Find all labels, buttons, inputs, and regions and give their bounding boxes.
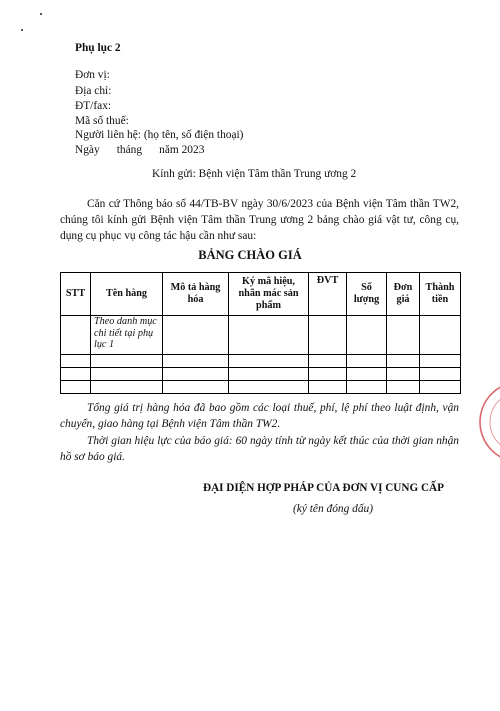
table-row [61, 316, 461, 355]
appendix-title: Phụ lục 2 [75, 42, 121, 54]
table-cell [163, 316, 229, 355]
table-cell [387, 316, 420, 355]
address-field-label: Địa chỉ: [75, 85, 112, 97]
header-unit-price: Đơn giá [387, 273, 420, 316]
table-row [61, 381, 461, 394]
table-header-row [61, 273, 461, 316]
header-model-brand: Ký mã hiệu, nhãn mác sản phẩm [229, 273, 309, 316]
stamp-icon [476, 382, 500, 462]
table-title: BẢNG CHÀO GIÁ [198, 248, 302, 262]
table-cell [347, 368, 387, 381]
table-row [61, 355, 461, 368]
contact-field-label: Người liên hệ: (họ tên, số điện thoại) [75, 129, 244, 141]
table-cell [229, 316, 309, 355]
table-cell [420, 316, 461, 355]
stamp-fragment [476, 382, 500, 462]
intro-paragraph-text: Căn cứ Thông báo số 44/TB-BV ngày 30/6/2023 của Bệnh viện Tâm thần TW2, chúng tôi kính gửi Bệnh viện Tâm thần Trung ương 2 bảng chào giá vật tư, công cụ, dụng cụ phục vụ công tác hậu cần như sau: [60, 198, 459, 242]
header-quantity: Số lượng [347, 273, 387, 316]
table-cell [91, 381, 163, 394]
note-total-text: Tổng giá trị hàng hóa đã bao gồm các loại thuế, phí, lệ phí theo luật định, vận chuyển, giao hàng tại Bệnh viện Tâm thần TW2. [60, 402, 459, 430]
tax-code-field-label: Mã số thuế: [75, 115, 129, 127]
phone-fax-field-label: ĐT/fax: [75, 100, 112, 112]
table-cell [309, 381, 347, 394]
table-cell [387, 368, 420, 381]
quote-table [60, 272, 461, 394]
signature-note: (ký tên đóng dấu) [293, 503, 374, 515]
header-unit: ĐVT [309, 273, 347, 316]
table-cell [420, 381, 461, 394]
table-cell [91, 355, 163, 368]
table-cell [347, 355, 387, 368]
table-cell [163, 381, 229, 394]
table-cell [309, 316, 347, 355]
scan-speck [40, 13, 42, 15]
table-cell [91, 368, 163, 381]
intro-paragraph [60, 196, 459, 244]
table-cell [61, 355, 91, 368]
table-cell [229, 368, 309, 381]
date-line: Ngày tháng năm 2023 [75, 144, 205, 156]
table-cell [61, 316, 91, 355]
table-cell [163, 368, 229, 381]
table-cell [387, 381, 420, 394]
header-amount: Thành tiền [420, 273, 461, 316]
table-cell [420, 355, 461, 368]
table-row [61, 368, 461, 381]
header-stt: STT [61, 273, 91, 316]
header-item-name: Tên hàng [91, 273, 163, 316]
note-total-value [60, 400, 459, 432]
table-cell [61, 381, 91, 394]
table-cell [387, 355, 420, 368]
table-cell [347, 381, 387, 394]
scan-speck [21, 29, 23, 31]
table-cell [163, 355, 229, 368]
table-cell [229, 381, 309, 394]
salutation: Kính gửi: Bệnh viện Tâm thần Trung ương 2 [152, 168, 357, 180]
table-cell [347, 316, 387, 355]
table-cell [309, 355, 347, 368]
note-validity-text: Thời gian hiệu lực của báo giá: 60 ngày tính từ ngày kết thúc của thời gian nhận hồ sơ báo giá. [60, 435, 459, 463]
table-cell [61, 368, 91, 381]
note-validity [60, 433, 459, 465]
table-cell [229, 355, 309, 368]
header-description: Mô tả hàng hóa [163, 273, 229, 316]
first-row-description: Theo danh mục chi tiết tại phụ lục 1 [91, 316, 163, 355]
unit-field-label: Đơn vị: [75, 69, 110, 81]
table-cell [420, 368, 461, 381]
signature-title: ĐẠI DIỆN HỢP PHÁP CỦA ĐƠN VỊ CUNG CẤP [203, 482, 444, 494]
table-cell [309, 368, 347, 381]
